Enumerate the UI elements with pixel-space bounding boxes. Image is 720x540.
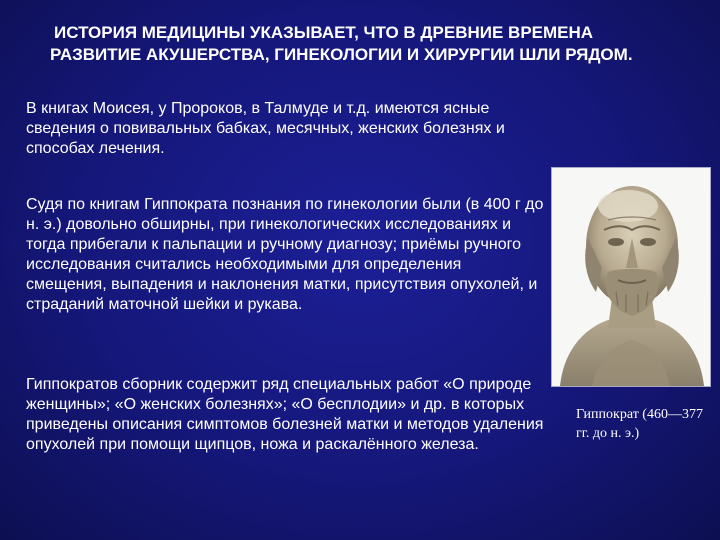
slide-title bbox=[50, 22, 710, 66]
paragraph-hippocratic-corpus: Гиппократов сборник содержит ряд специальных работ «О природе женщины»; «О женских болезнях»; «О бесплодии» и др. в которых приведены описания симптомов болезней матки и методов удаления опухолей при помощи щипцов, ножа и раскалённого железа. bbox=[26, 376, 544, 453]
paragraph-moses: В книгах Моисея, у Пророков, в Талмуде и т.д. имеются ясные сведения о повивальных бабках, месячных, женских болезнях и способах лечения. bbox=[26, 100, 505, 157]
hippocrates-bust-image bbox=[551, 167, 711, 387]
paragraph-hippocrates-knowledge: Судя по книгам Гиппократа познания по гинекологии были (в 400 г до н. э.) довольно обширны, при гинекологических исследованиях и тогда прибегали к пальпации и ручному диагнозу; приёмы ручного исследования считались необходимыми для определения смещения, выпадения и наклонения матки, присутствия опухолей, и страданий маточной шейки и рукава. bbox=[26, 196, 544, 313]
portrait-caption: Гиппократ (460—377 гг. до н. э.) bbox=[576, 407, 703, 441]
title-line-1: ИСТОРИЯ МЕДИЦИНЫ УКАЗЫВАЕТ, ЧТО В ДРЕВНИЕ ВРЕМЕНА bbox=[54, 23, 594, 42]
title-line-2: РАЗВИТИЕ АКУШЕРСТВА, ГИНЕКОЛОГИИ И ХИРУРГИИ ШЛИ РЯДОМ. bbox=[50, 45, 633, 64]
